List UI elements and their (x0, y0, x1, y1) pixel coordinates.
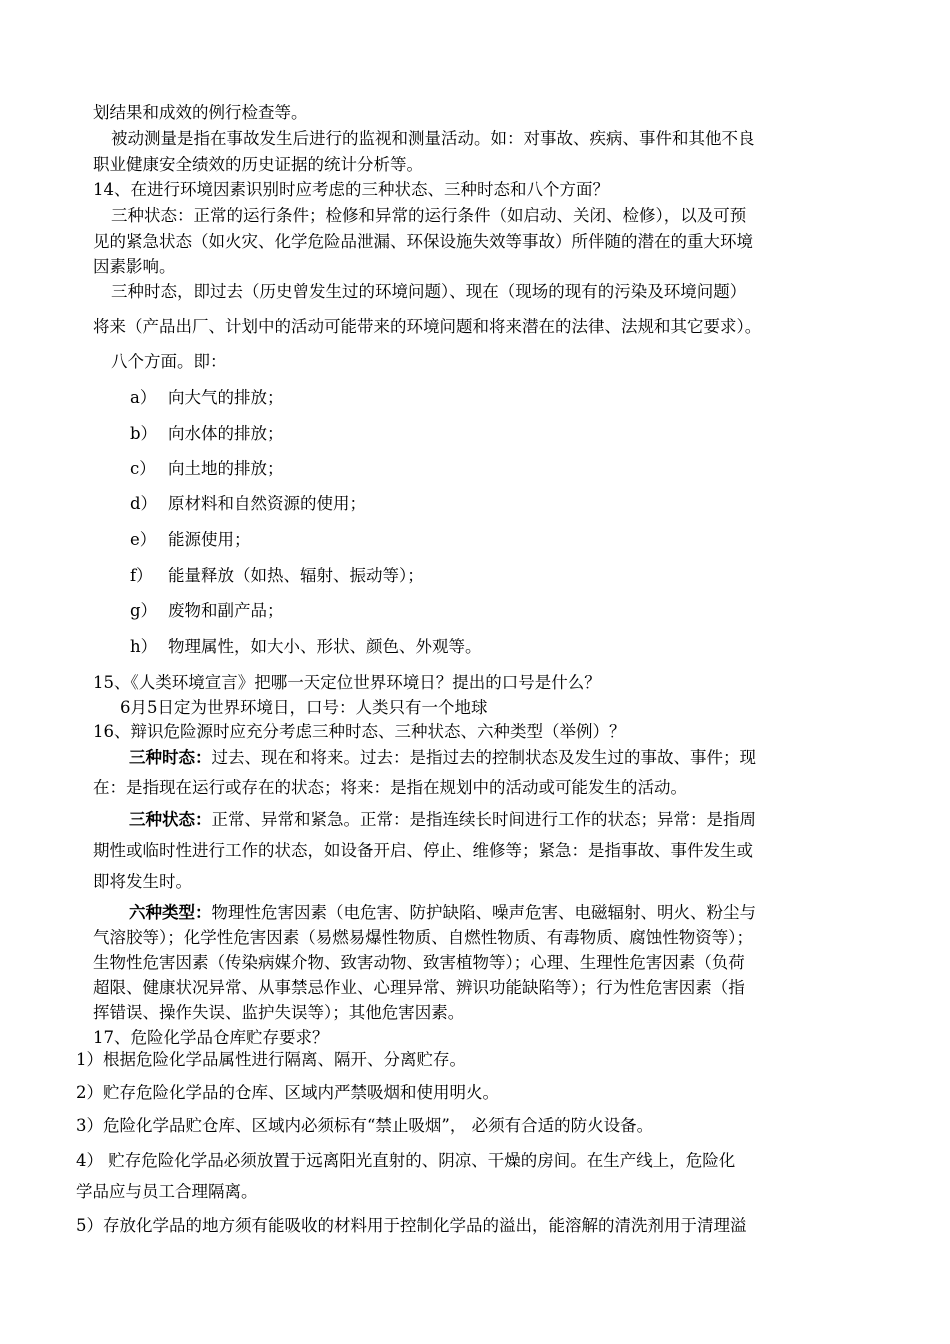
paragraph-line: 划结果和成效的例行检查等。 (93, 103, 308, 122)
list-text: 能量释放（如热、辐射、振动等）； (168, 566, 424, 585)
list-item (130, 564, 424, 588)
paragraph-text: 物理性危害因素（电危害、防护缺陷、噪声危害、电磁辐射、明火、粉尘与 (211, 903, 756, 922)
list-text: 向大气的排放； (168, 388, 284, 407)
paragraph-line: 生物性危害因素（传染病媒介物、致害动物、致害植物等）；心理、生理性危害因素（负荷 (93, 953, 745, 972)
paragraph-line: 气溶胶等）；化学性危害因素（易燃易爆性物质、自燃性物质、有毒物质、腐蚀性物资等）； (93, 928, 753, 947)
paragraph-line: 见的紧急状态（如火灾、化学危险品泄漏、环保设施失效等事故）所伴随的潜在的重大环境 (93, 232, 753, 251)
list-marker: g） (130, 601, 158, 620)
question-16: 16、辩识危险源时应充分考虑三种时态、三种状态、六种类型（举例）？ (93, 722, 626, 741)
list-item: 2）贮存危险化学品的仓库、区域内严禁吸烟和使用明火。 (76, 1083, 499, 1102)
paragraph-line: 期性或临时性进行工作的状态，如设备开启、停止、维修等；紧急：是指事故、事件发生或 (93, 841, 753, 860)
list-marker: d） (130, 494, 158, 513)
paragraph-line: 八个方面。即： (111, 352, 227, 371)
list-marker: f） (130, 566, 153, 585)
list-marker: c） (130, 459, 156, 478)
list-item: 3）危险化学品贮仓库、区域内必须标有“禁止吸烟”， 必须有合适的防火设备。 (76, 1116, 654, 1135)
paragraph-line (129, 746, 756, 770)
paragraph-line: 三种时态，即过去（历史曾发生过的环境问题）、现在（现场的现有的污染及环境问题） (111, 282, 747, 301)
list-item (130, 528, 251, 552)
paragraph-line: 因素影响。 (93, 257, 176, 276)
list-item: 学品应与员工合理隔离。 (76, 1182, 258, 1201)
question-17: 17、危险化学品仓库贮存要求？ (93, 1028, 329, 1047)
list-marker: a） (130, 388, 157, 407)
paragraph-line: 超限、健康状况异常、从事禁忌作业、心理异常、辨识功能缺陷等）；行为性危害因素（指 (93, 978, 745, 997)
list-item: 1）根据危险化学品属性进行隔离、隔开、分离贮存。 (76, 1050, 466, 1069)
list-item: 5）存放化学品的地方须有能吸收的材料用于控制化学品的溢出，能溶解的清洗剂用于清理溢 (76, 1216, 747, 1235)
list-marker: e） (130, 530, 157, 549)
list-item (130, 492, 366, 516)
list-item (130, 422, 284, 446)
paragraph-line: 职业健康安全绩效的历史证据的统计分析等。 (93, 155, 423, 174)
paragraph-line (129, 808, 756, 832)
bold-label: 六种类型： (129, 903, 212, 922)
question-15: 15、《人类环境宣言》把哪一天定位世界环境日？提出的口号是什么？ (93, 673, 601, 692)
list-text: 能源使用； (168, 530, 251, 549)
list-marker: h） (130, 637, 158, 656)
list-text: 物理属性，如大小、形状、颜色、外观等。 (168, 637, 482, 656)
list-item (130, 386, 284, 410)
paragraph-line: 在：是指现在运行或存在的状态；将来：是指在规划中的活动或可能发生的活动。 (93, 778, 687, 797)
list-text: 向土地的排放； (168, 459, 284, 478)
paragraph-line (129, 901, 756, 925)
bold-label: 三种时态： (129, 748, 212, 767)
list-item (130, 635, 482, 659)
list-text: 原材料和自然资源的使用； (168, 494, 366, 513)
list-item (130, 457, 284, 481)
paragraph-line: 将来（产品出厂、计划中的活动可能带来的环境问题和将来潜在的法律、法规和其它要求）。 (93, 317, 762, 336)
list-item (130, 599, 284, 623)
answer-15: 6月5日定为世界环境日，口号：人类只有一个地球 (120, 698, 488, 717)
paragraph-line: 挥错误、操作失误、监护失误等）；其他危害因素。 (93, 1003, 465, 1022)
paragraph-line: 三种状态：正常的运行条件；检修和异常的运行条件（如启动、关闭、检修），以及可预 (111, 206, 747, 225)
list-text: 向水体的排放； (168, 424, 284, 443)
paragraph-text: 过去、现在和将来。过去：是指过去的控制状态及发生过的事故、事件；现 (211, 748, 756, 767)
list-text: 废物和副产品； (168, 601, 284, 620)
paragraph-text: 正常、异常和紧急。正常：是指连续长时间进行工作的状态；异常：是指周 (211, 810, 756, 829)
list-marker: b） (130, 424, 158, 443)
question-14: 14、在进行环境因素识别时应考虑的三种状态、三种时态和八个方面？ (93, 180, 609, 199)
paragraph-line: 即将发生时。 (93, 872, 192, 891)
bold-label: 三种状态： (129, 810, 212, 829)
paragraph-line: 被动测量是指在事故发生后进行的监视和测量活动。如：对事故、疾病、事件和其他不良 (111, 129, 755, 148)
list-item: 4） 贮存危险化学品必须放置于远离阳光直射的、阴凉、干燥的房间。在生产线上，危险化 (76, 1151, 736, 1170)
